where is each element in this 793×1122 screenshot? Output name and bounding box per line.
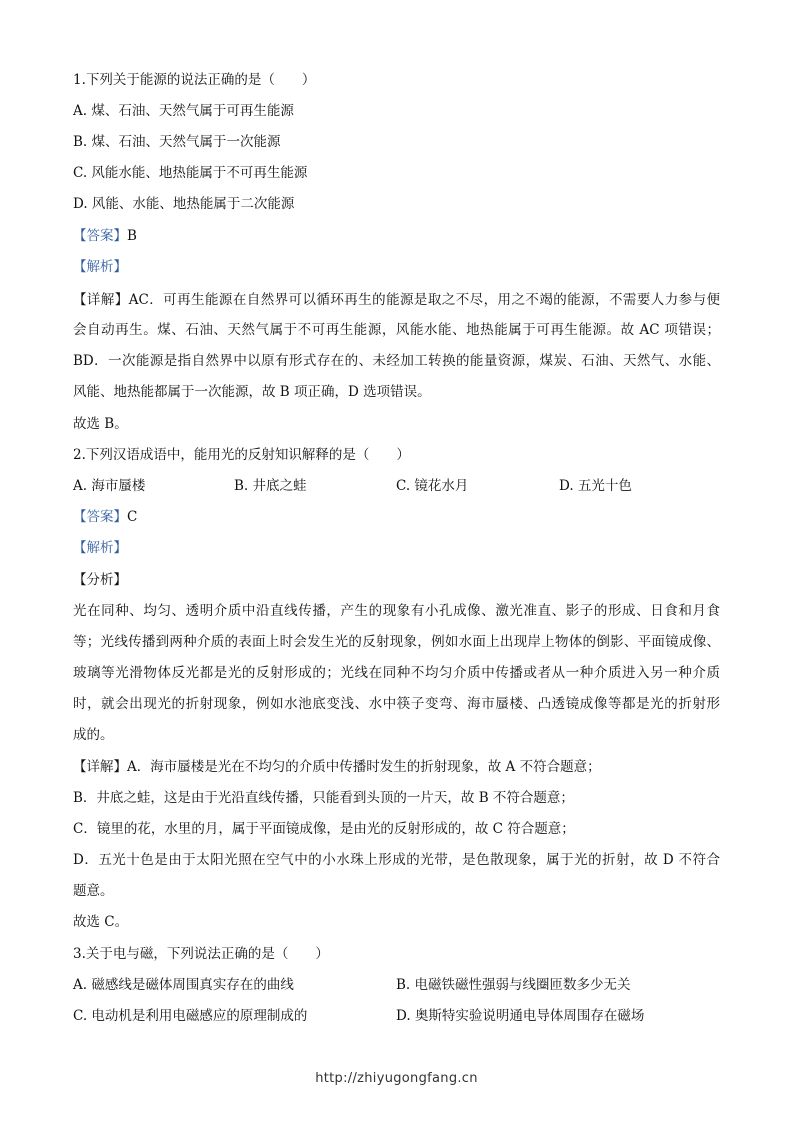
q3-option-d: D. 奥斯特实验说明通电导体周围存在磁场: [396, 1008, 645, 1024]
q2-detail-line: C．镜里的花，水里的月，属于平面镜成像，是由光的反射形成的，故 C 符合题意；: [73, 821, 575, 837]
q1-answer-label: 【答案】: [73, 228, 127, 244]
q1-option-d: D. 风能、水能、地热能属于二次能源: [73, 196, 295, 212]
q2-answer-label: 【答案】: [73, 509, 127, 525]
q1-stem: 1.下列关于能源的说法正确的是（ ）: [73, 72, 316, 88]
q2-fenxi-line: 成的。: [73, 727, 114, 743]
q2-fenxi-line: 等；光线传播到两种介质的表面上时会发生光的反射现象，例如水面上出现岸上物体的倒影、平面镜成像、: [73, 634, 720, 650]
q2-detail-line: 题意。: [73, 883, 114, 899]
q3-stem: 3.关于电与磁，下列说法正确的是（ ）: [73, 946, 329, 962]
q1-detail-line: 会自动再生。煤、石油、天然气属于不可再生能源，风能水能、地热能属于可再生能源。故 AC 项错误；: [73, 322, 720, 338]
q2-answer-value: C: [127, 509, 138, 525]
q2-fenxi-line: 时，就会出现光的折射现象，例如水池底变浅、水中筷子变弯、海市蜃楼、凸透镜成像等都是光的折射形: [73, 696, 720, 712]
q2-option-d: D. 五光十色: [559, 478, 632, 494]
q2-analysis-label: 【解析】: [73, 540, 127, 556]
q1-detail-line: 【详解】AC．可再生能源在自然界可以循环再生的能源是取之不尽，用之不竭的能源，不需要人力参与便: [73, 292, 720, 308]
q1-answer-value: B: [127, 228, 137, 244]
q3-option-a: A. 磁感线是磁体周围真实存在的曲线: [73, 977, 294, 993]
q3-option-c: C. 电动机是利用电磁感应的原理制成的: [73, 1008, 308, 1024]
q2-detail-line: 【详解】A．海市蜃楼是光在不均匀的介质中传播时发生的折射现象，故 A 不符合题意；: [73, 759, 601, 775]
q1-option-c: C. 风能水能、地热能属于不可再生能源: [73, 165, 308, 181]
q1-analysis-label: 【解析】: [73, 259, 127, 275]
q2-option-c: C. 镜花水月: [396, 478, 469, 494]
q1-detail-line: BD．一次能源是指自然界中以原有形式存在的、未经加工转换的能量资源，煤炭、石油、天然气、水能、: [73, 353, 720, 369]
q2-option-a: A. 海市蜃楼: [73, 478, 146, 494]
q2-detail-line: B．井底之蛙，这是由于光沿直线传播，只能看到头顶的一片天，故 B 不符合题意；: [73, 790, 574, 806]
q1-option-a: A. 煤、石油、天然气属于可再生能源: [73, 103, 294, 119]
q3-option-b: B. 电磁铁磁性强弱与线圈匝数多少无关: [396, 977, 631, 993]
q2-fenxi-line: 光在同种、均匀、透明介质中沿直线传播，产生的现象有小孔成像、激光准直、影子的形成、日食和月食: [73, 603, 720, 619]
q1-option-b: B. 煤、石油、天然气属于一次能源: [73, 134, 281, 150]
q2-answer-row: [73, 505, 137, 525]
q1-detail-line: 风能、地热能都属于一次能源，故 B 项正确，D 选项错误。: [73, 384, 431, 400]
q2-stem: 2.下列汉语成语中，能用光的反射知识解释的是（ ）: [73, 447, 410, 463]
q2-fenxi-line: 玻璃等光滑物体反光都是光的反射形成的；光线在同种不均匀介质中传播或者从一种介质进入另一种介质: [73, 665, 720, 681]
footer-url: http://zhiyugongfang.cn: [315, 1071, 478, 1086]
q2-detail-line: D．五光十色是由于太阳光照在空气中的小水珠上形成的光带，是色散现象，属于光的折射，故 D 不符合: [73, 852, 720, 868]
q1-answer-row: [73, 224, 137, 244]
q2-conclusion: 故选 C。: [73, 914, 129, 930]
q2-option-b: B. 井底之蛙: [234, 478, 307, 494]
q2-fenxi-label: 【分析】: [73, 572, 127, 588]
q1-conclusion: 故选 B。: [73, 416, 128, 432]
